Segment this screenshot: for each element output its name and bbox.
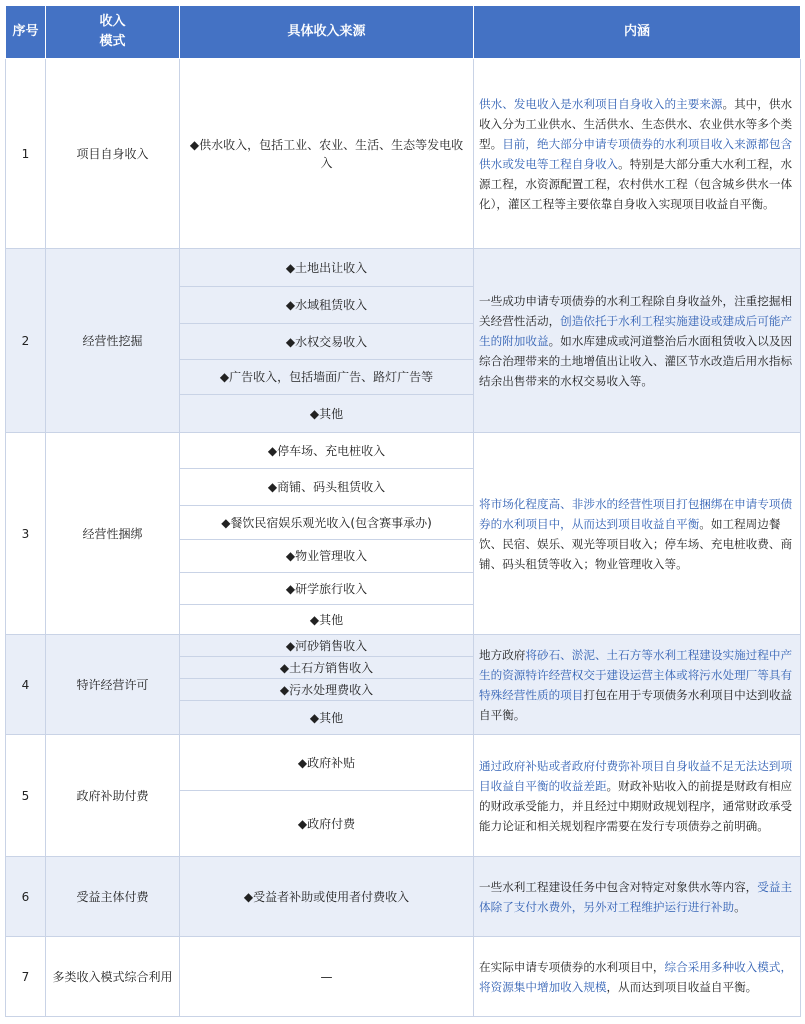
income-mode-cell: 经营性捆绑 — [46, 433, 180, 635]
highlighted-text: 供水、发电收入是水利项目自身收入的主要来源 — [479, 96, 723, 111]
meaning-cell — [474, 249, 801, 433]
row-number: 5 — [6, 735, 46, 857]
income-source-cell: ◆供水收入，包括工业、农业、生活、生态等发电收入 — [180, 59, 474, 249]
table-row — [6, 635, 801, 657]
income-source-cell: ◆其他 — [180, 395, 474, 433]
income-mode-cell: 经营性挖掘 — [46, 249, 180, 433]
table-row — [6, 59, 801, 249]
header-source: 具体收入来源 — [180, 6, 474, 59]
income-source-cell: ◆其他 — [180, 605, 474, 635]
row-number: 4 — [6, 635, 46, 735]
plain-text: 。特别是大部分重大水利工程，水源工程，水资源配置工程，农村供水工程（包含城乡供水一体化），灌区工程等主要依靠自身收入实现项目收益自平衡。 — [479, 156, 793, 211]
row-number: 1 — [6, 59, 46, 249]
table-row — [6, 857, 801, 937]
table-header-row — [6, 6, 801, 59]
table-body — [6, 59, 801, 1017]
table-row — [6, 433, 801, 469]
plain-text: 一些水利工程建设任务中包含对特定对象供水等内容， — [479, 879, 758, 894]
income-source-cell: ◆物业管理收入 — [180, 540, 474, 573]
income-mode-table — [5, 5, 801, 1017]
row-number: 7 — [6, 937, 46, 1017]
meaning-cell — [474, 937, 801, 1017]
income-source-cell: ◆受益者补助或使用者付费收入 — [180, 857, 474, 937]
income-source-cell: ◆河砂销售收入 — [180, 635, 474, 657]
plain-text: 。财政补贴收入的前提是财政有相应的财政承受能力，并且经过中期财政规划程序，通常财政承受能力论证和相关规划程序需要在发行专项债券之前明确。 — [479, 778, 793, 833]
highlighted-text: 受益主体除了支付水费外，另外对工程维护运行进行补助 — [479, 879, 793, 914]
row-number: 6 — [6, 857, 46, 937]
income-source-cell: ◆广告收入，包括墙面广告、路灯广告等 — [180, 360, 474, 395]
highlighted-text: 将砂石、淤泥、土石方等水利工程建设实施过程中产生的资源特许经营权交于建设运营主体或将污水处理厂等具有特殊经营性质的项目 — [479, 647, 793, 702]
income-source-cell: ◆水权交易收入 — [180, 324, 474, 360]
income-mode-cell: 受益主体付费 — [46, 857, 180, 937]
plain-text: 。其中，供水收入分为工业供水、生活供水、生态供水、农业供水等多个类型。 — [479, 96, 793, 151]
income-source-cell: ◆政府付费 — [180, 791, 474, 857]
plain-text: 地方政府 — [479, 647, 526, 662]
income-mode-cell: 项目自身收入 — [46, 59, 180, 249]
income-mode-cell: 政府补助付费 — [46, 735, 180, 857]
plain-text: 。如水库建成或河道整治后水面租赁收入以及因综合治理带来的土地增值出让收入、灌区节水改造后用水指标结余出售带来的水权交易收入等。 — [479, 333, 793, 388]
header-mode-line2: 模式 — [99, 34, 126, 49]
header-no: 序号 — [6, 6, 46, 59]
meaning-cell — [474, 635, 801, 735]
income-source-cell: ◆污水处理费收入 — [180, 679, 474, 701]
header-meaning: 内涵 — [474, 6, 801, 59]
row-number: 3 — [6, 433, 46, 635]
row-number: 2 — [6, 249, 46, 433]
table-row — [6, 735, 801, 791]
income-source-cell: ◆商铺、码头租赁收入 — [180, 469, 474, 506]
meaning-cell — [474, 59, 801, 249]
meaning-cell — [474, 433, 801, 635]
income-source-cell: — — [180, 937, 474, 1017]
table-row — [6, 249, 801, 287]
highlighted-text: 创造依托于水利工程实施建设或建成后可能产生的附加收益 — [479, 313, 793, 348]
plain-text: 打包在用于专项债务水利项目中达到收益自平衡。 — [479, 687, 793, 722]
highlighted-text: 综合采用多种收入模式，将资源集中增加收入规模 — [479, 959, 793, 994]
income-source-cell: ◆土地出让收入 — [180, 249, 474, 287]
income-source-cell: ◆政府补贴 — [180, 735, 474, 791]
plain-text: ，从而达到项目收益自平衡。 — [606, 979, 758, 994]
plain-text: 。如工程周边餐饮、民宿、娱乐、观光等项目收入；停车场、充电桩收费、商铺、码头租赁等收入；物业管理收入等。 — [479, 516, 793, 571]
plain-text: 。 — [734, 899, 746, 914]
highlighted-text: 目前，绝大部分申请专项债券的水利项目收入来源都包含供水或发电等工程自身收入 — [479, 136, 793, 171]
income-source-cell: ◆研学旅行收入 — [180, 573, 474, 605]
income-source-cell: ◆其他 — [180, 701, 474, 735]
income-mode-cell: 多类收入模式综合利用 — [46, 937, 180, 1017]
table-row — [6, 937, 801, 1017]
income-source-cell: ◆停车场、充电桩收入 — [180, 433, 474, 469]
income-source-cell: ◆土石方销售收入 — [180, 657, 474, 679]
highlighted-text: 将市场化程度高、非涉水的经营性项目打包捆绑在申请专项债券的水利项目中，从而达到项目收益自平衡 — [479, 496, 793, 531]
meaning-cell — [474, 857, 801, 937]
income-source-cell: ◆餐饮民宿娱乐观光收入(包含赛事承办) — [180, 506, 474, 540]
meaning-cell — [474, 735, 801, 857]
header-mode-line1: 收入 — [99, 14, 126, 29]
income-mode-cell: 特许经营许可 — [46, 635, 180, 735]
header-mode — [46, 6, 180, 59]
income-source-cell: ◆水域租赁收入 — [180, 287, 474, 324]
plain-text: 一些成功申请专项债券的水利工程除自身收益外，注重挖掘相关经营性活动， — [479, 293, 793, 328]
highlighted-text: 通过政府补贴或者政府付费弥补项目自身收益不足无法达到项目收益自平衡的收益差距 — [479, 758, 793, 793]
plain-text: 在实际申请专项债券的水利项目中， — [479, 959, 665, 974]
